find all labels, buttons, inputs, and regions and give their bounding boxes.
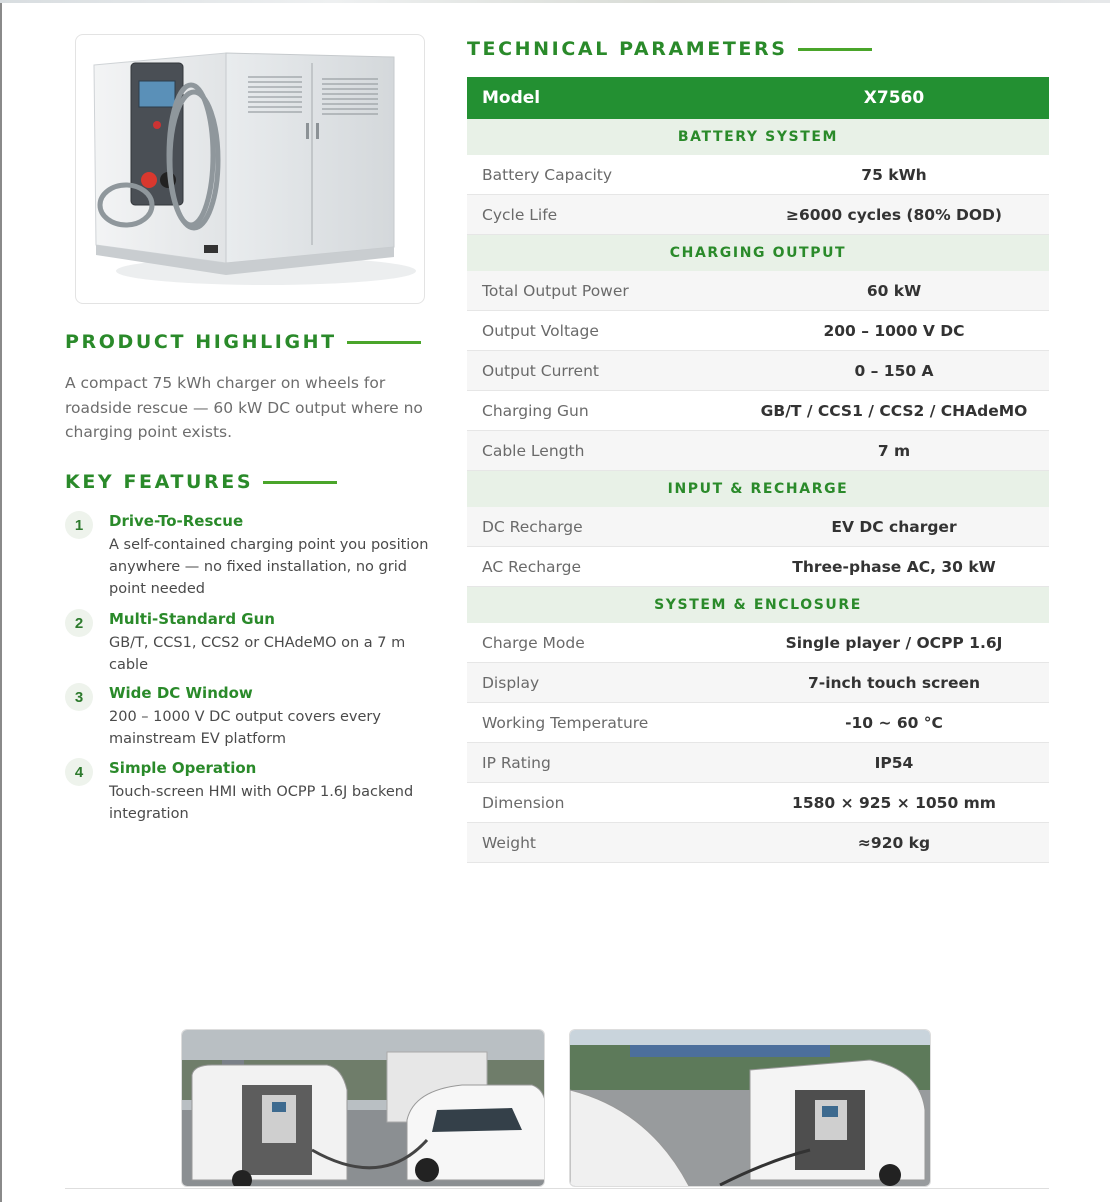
spec-row (467, 547, 1049, 587)
rescue-scene-photo (569, 1029, 931, 1187)
feature-description: 200 – 1000 V DC output covers every mainstream EV platform (109, 709, 381, 747)
feature-description: GB/T, CCS1, CCS2 or CHAdeMO on a 7 m cable (109, 635, 406, 673)
spec-value: 1580 × 925 × 1050 mm (792, 793, 996, 812)
spec-row (467, 663, 1049, 703)
spec-key: Cycle Life (482, 205, 558, 224)
feature-item (65, 758, 440, 825)
spec-section-title: SYSTEM & ENCLOSURE (467, 587, 1049, 623)
page-edge (0, 0, 2, 1202)
spec-value: 60 kW (866, 281, 922, 300)
feature-number-badge: 1 (65, 511, 93, 539)
feature-number-badge: 3 (65, 683, 93, 711)
spec-value: IP54 (874, 753, 914, 772)
spec-key: IP Rating (482, 753, 551, 772)
spec-value: ≈920 kg (857, 833, 931, 852)
product-highlight-heading: PRODUCT HIGHLIGHT (65, 331, 421, 353)
spec-row (467, 391, 1049, 431)
spec-row (467, 823, 1049, 863)
spec-value: -10 ~ 60 °C (845, 713, 943, 732)
spec-row (467, 743, 1049, 783)
spec-key: AC Recharge (482, 557, 582, 576)
spec-value: 0 – 150 A (854, 361, 934, 380)
feature-number-badge: 4 (65, 758, 93, 786)
spec-value: Three-phase AC, 30 kW (792, 557, 996, 576)
feature-description: Touch-screen HMI with OCPP 1.6J backend integration (109, 784, 414, 822)
heading-underline (798, 48, 872, 51)
spec-key: Cable Length (482, 441, 585, 460)
spec-key: Battery Capacity (482, 165, 613, 184)
spec-key: Output Voltage (482, 321, 599, 340)
spec-header-key: Model (482, 88, 541, 108)
spec-row (467, 623, 1049, 663)
mobile-charger-illustration (76, 35, 425, 304)
feature-item (65, 511, 440, 600)
spec-key: Output Current (482, 361, 599, 380)
spec-section-title: BATTERY SYSTEM (467, 119, 1049, 155)
spec-key: Dimension (482, 793, 565, 812)
feature-item (65, 609, 440, 676)
spec-value: 200 – 1000 V DC (823, 321, 965, 340)
spec-key: DC Recharge (482, 517, 583, 536)
spec-header-value: X7560 (863, 88, 925, 108)
spec-value: 75 kWh (861, 165, 927, 184)
product-image-card (75, 34, 425, 304)
key-features-heading: KEY FEATURES (65, 471, 337, 493)
rescue-scene-photo (181, 1029, 545, 1187)
spec-row (467, 195, 1049, 235)
spec-value: EV DC charger (831, 517, 957, 536)
spec-key: Weight (482, 833, 537, 852)
feature-number-badge: 2 (65, 609, 93, 637)
heading-underline (347, 341, 421, 344)
spec-key: Charging Gun (482, 401, 589, 420)
spec-value: ≥6000 cycles (80% DOD) (785, 205, 1003, 224)
spec-key: Display (482, 673, 540, 692)
feature-description: A self-contained charging point you position anywhere — no fixed installation, no grid point needed (109, 537, 429, 597)
heading-underline (263, 481, 337, 484)
spec-row (467, 351, 1049, 391)
spec-value: 7 m (877, 441, 911, 460)
spec-key: Working Temperature (482, 713, 649, 732)
spec-key: Charge Mode (482, 633, 585, 652)
spec-row (467, 431, 1049, 471)
technical-parameters-heading: TECHNICAL PARAMETERS (467, 38, 872, 60)
feature-title: Multi-Standard Gun (109, 610, 275, 628)
spec-row (467, 507, 1049, 547)
feature-title: Drive-To-Rescue (109, 512, 244, 530)
product-highlight-text: A compact 75 kWh charger on wheels for roadside rescue — 60 kW DC output where no charging point exists. (65, 374, 423, 441)
footer-divider (65, 1188, 1049, 1189)
spec-value: 7-inch touch screen (807, 673, 980, 692)
spec-section-title: INPUT & RECHARGE (467, 471, 1049, 507)
spec-table (467, 77, 1049, 863)
spec-key: Total Output Power (482, 281, 629, 300)
spec-section-title: CHARGING OUTPUT (467, 235, 1049, 271)
spec-row (467, 703, 1049, 743)
feature-title: Wide DC Window (109, 684, 253, 702)
spec-value: GB/T / CCS1 / CCS2 / CHAdeMO (760, 401, 1028, 420)
spec-row (467, 155, 1049, 195)
spec-row (467, 311, 1049, 351)
feature-item (65, 683, 440, 750)
feature-title: Simple Operation (109, 759, 257, 777)
top-banner-strip (0, 0, 1110, 3)
spec-table-header (467, 77, 1049, 119)
spec-row (467, 271, 1049, 311)
spec-row (467, 783, 1049, 823)
spec-value: Single player / OCPP 1.6J (785, 633, 1003, 652)
